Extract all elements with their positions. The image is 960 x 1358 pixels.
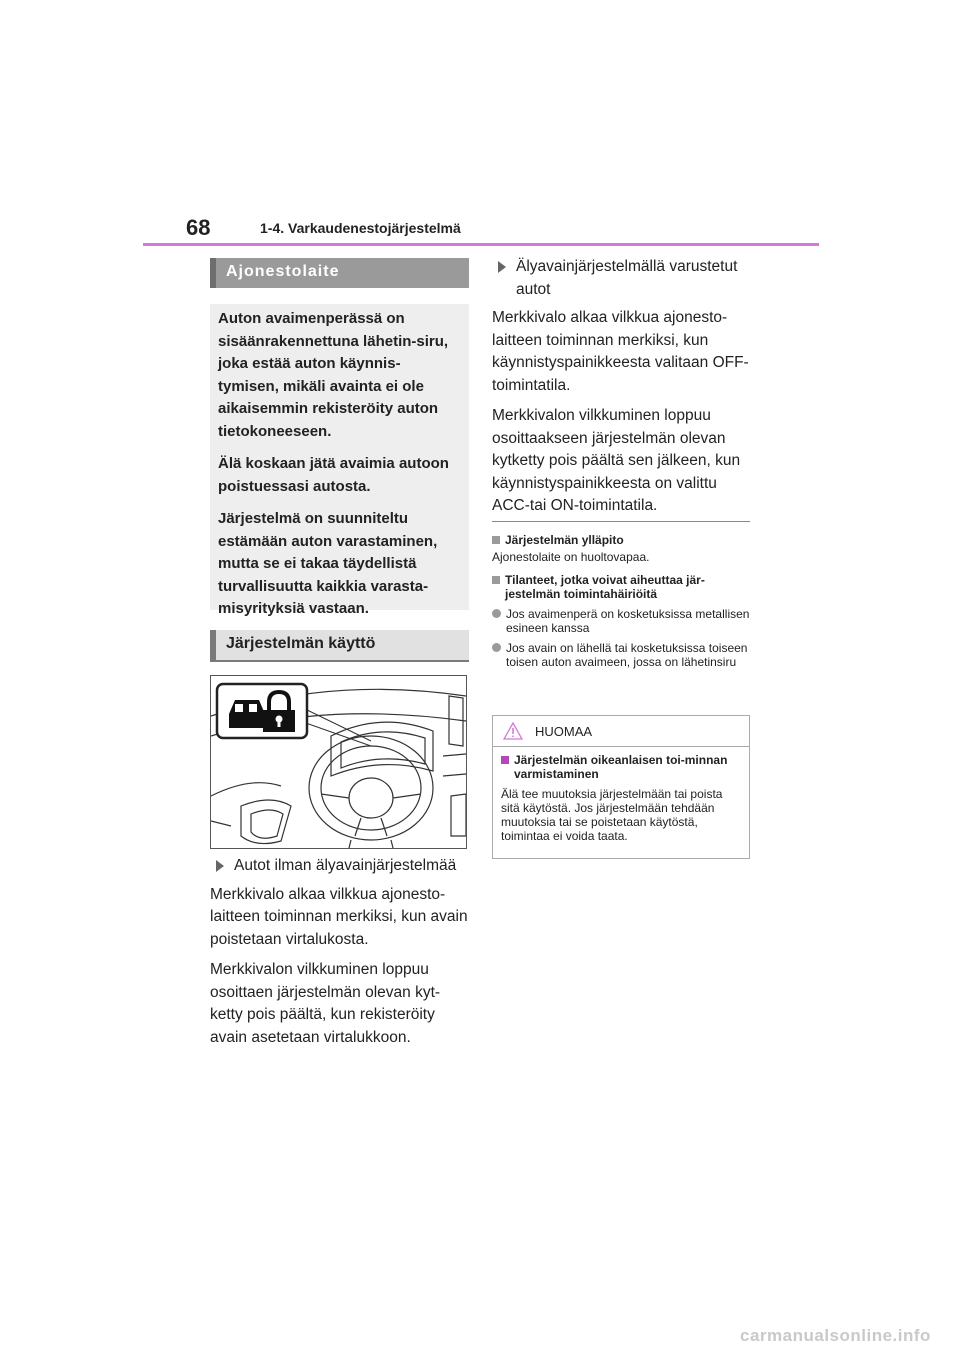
left-column-text bbox=[210, 855, 470, 1057]
notice-label: HUOMAA bbox=[535, 723, 593, 739]
sub-heading-label: Autot ilman älyavainjärjestelmää bbox=[234, 857, 457, 874]
notice-body bbox=[493, 747, 749, 849]
circle-bullet-icon bbox=[492, 643, 501, 652]
note-title-label: Järjestelmän ylläpito bbox=[505, 533, 624, 547]
notice-box bbox=[492, 715, 750, 859]
notice-header bbox=[493, 716, 749, 747]
notice-title bbox=[501, 753, 741, 781]
dashboard-illustration-svg bbox=[211, 676, 466, 848]
notice-text: Älä tee muutoksia järjestelmään tai poista sitä käytöstä. Jos järjestelmään tehdään muutoksia tai se poistetaan käytöstä, toimintaa ei voida taata. bbox=[501, 787, 723, 843]
body-paragraph: Merkkivalon vilkkuminen loppuu osoittaakseen järjestelmän olevan kytketty pois päältä sen jälkeen, kun käynnistyspainikkeesta on valittu ACC-tai ON-toimintatila. bbox=[492, 407, 741, 514]
note-title bbox=[492, 533, 750, 547]
square-bullet-icon bbox=[492, 576, 500, 584]
right-column-text bbox=[492, 256, 750, 526]
list-item-text: Jos avaimenperä on kosketuksissa metallisen esineen kanssa bbox=[506, 607, 750, 635]
body-paragraph: Merkkivalo alkaa vilkkua ajonesto-laitteen toiminnan merkiksi, kun avain poistetaan virtalukosta. bbox=[210, 885, 468, 948]
sub-heading-label: Älyavainjärjestelmällä varustetut autot bbox=[516, 258, 738, 298]
section-title-immobilizer: Ajonestolaite bbox=[210, 258, 469, 288]
list-item bbox=[492, 607, 750, 635]
notes-rule bbox=[492, 521, 750, 522]
header-rule bbox=[143, 243, 819, 246]
note-text: Ajonestolaite on huoltovapaa. bbox=[492, 550, 650, 564]
sub-heading bbox=[210, 855, 470, 878]
page-number: 68 bbox=[186, 215, 211, 240]
section-title-operation: Järjestelmän käyttö bbox=[210, 630, 469, 662]
intro-paragraph: Älä koskaan jätä avaimia autoon poistuessasi autosta. bbox=[218, 455, 449, 495]
section-header: 1-4. Varkaudenestojärjestelmä bbox=[260, 220, 461, 236]
square-bullet-icon bbox=[501, 756, 509, 764]
triangle-bullet-icon bbox=[216, 860, 224, 872]
triangle-bullet-icon bbox=[498, 261, 506, 273]
sub-heading bbox=[492, 256, 750, 301]
square-bullet-icon bbox=[492, 536, 500, 544]
dashboard-illustration bbox=[210, 675, 467, 849]
intro-box bbox=[210, 304, 469, 617]
list-item bbox=[492, 641, 750, 669]
body-paragraph: Merkkivalo alkaa vilkkua ajonesto-laitteen toiminnan merkiksi, kun käynnistyspainikkeesta valitaan OFF-toimintatila. bbox=[492, 309, 749, 394]
watermark: carmanualsonline.info bbox=[740, 1326, 931, 1345]
note-title bbox=[492, 573, 750, 601]
note-title-label: Tilanteet, jotka voivat aiheuttaa jär-jestelmän toimintahäiriöitä bbox=[505, 573, 705, 601]
intro-paragraph: Auton avaimenperässä on sisäänrakennettuna lähetin-siru, joka estää auton käynnis-tymisen, mikäli avainta ei ole aikaisemmin rekisteröity auton tietokoneeseen. bbox=[218, 310, 449, 440]
circle-bullet-icon bbox=[492, 609, 501, 618]
list-item-text: Jos avain on lähellä tai kosketuksissa toiseen toisen auton avaimeen, jossa on lähetinsiru bbox=[506, 641, 748, 669]
body-paragraph: Merkkivalon vilkkuminen loppuu osoittaen järjestelmän olevan kyt-ketty pois päältä, kun rekisteröity avain asetetaan virtalukkoon. bbox=[210, 961, 441, 1046]
warning-triangle-icon bbox=[503, 722, 523, 740]
notes bbox=[492, 527, 750, 669]
notice-title-label: Järjestelmän oikeanlaisen toi-minnan varmistaminen bbox=[514, 753, 728, 781]
intro-paragraph: Järjestelmä on suunniteltu estämään auton varastaminen, mutta se ei takaa täydellistä turvallisuutta kaikkia varasta-misyrityksiä vastaan. bbox=[218, 510, 438, 617]
